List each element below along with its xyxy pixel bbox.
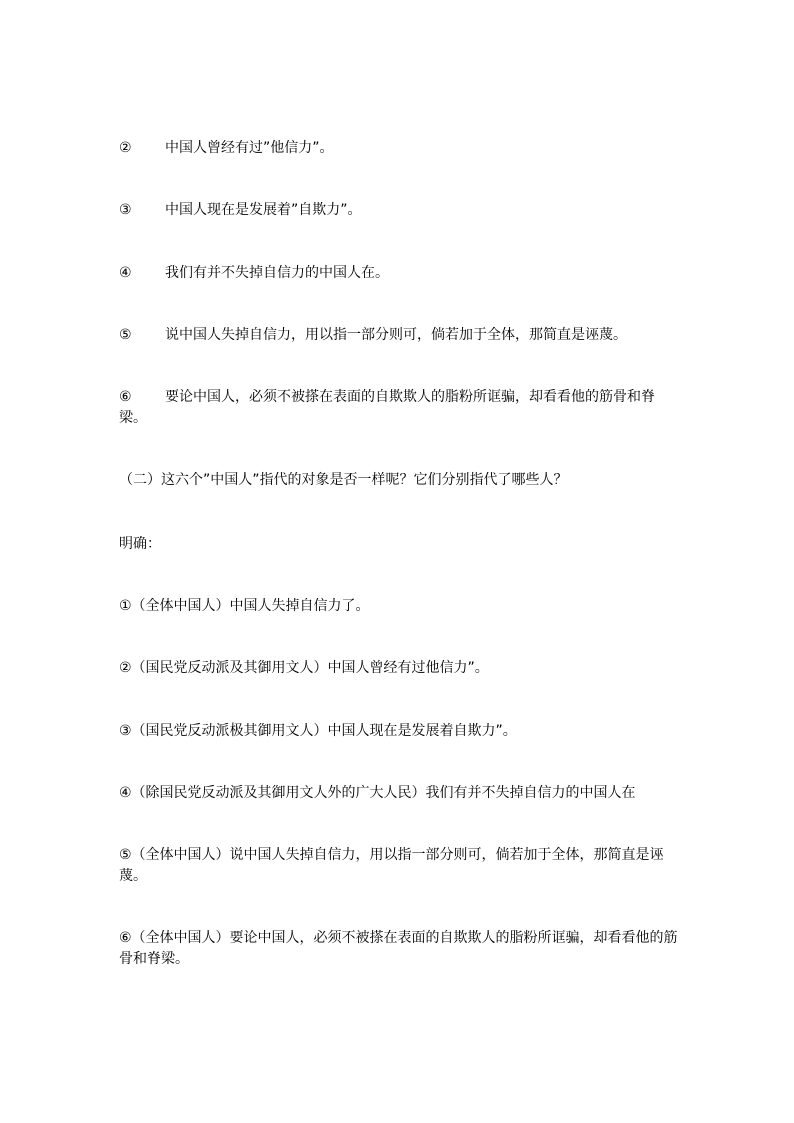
item-number: ④ [119, 265, 132, 281]
item-text: 要论中国人，必须不被搽在表面的自欺欺人的脂粉所诓骗，却看看他的筋骨和脊梁。 [119, 389, 655, 426]
question: （二）这六个”中国人”指代的对象是否一样呢？它们分别指代了哪些人？ [119, 472, 568, 488]
item-text: 我们有并不失掉自信力的中国人在。 [165, 265, 389, 281]
answer-item: ③（国民党反动派极其御用文人）中国人现在是发展着自欺力”。 [119, 723, 517, 739]
list-item [119, 325, 679, 346]
item-number: ⑤ [119, 327, 132, 343]
list-item [119, 200, 679, 221]
answer-item: ⑤（全体中国人）说中国人失掉自信力，用以指一部分则可，倘若加于全体，那简直是诬蔑。 [119, 847, 664, 884]
list-item [119, 138, 679, 159]
item-number: ② [119, 140, 132, 156]
answer-item: ④（除国民党反动派及其御用文人外的广大人民）我们有并不失掉自信力的中国人在 [119, 785, 636, 801]
answer-item: ②（国民党反动派及其御用文人）中国人曾经有过他信力”。 [119, 660, 489, 676]
item-text: 中国人曾经有过”他信力”。 [165, 140, 334, 156]
item-number: ③ [119, 202, 132, 218]
item-text: 说中国人失掉自信力，用以指一部分则可，倘若加于全体，那简直是诬蔑。 [165, 327, 627, 343]
answer-label: 明确： [119, 536, 161, 552]
list-item [119, 263, 679, 284]
item-number: ⑥ [119, 389, 132, 405]
list-item [119, 387, 679, 429]
answer-item: ①（全体中国人）中国人失掉自信力了。 [119, 598, 370, 614]
answer-item: ⑥（全体中国人）要论中国人，必须不被搽在表面的自欺欺人的脂粉所诓骗，却看看他的筋骨和脊梁。 [119, 930, 678, 967]
item-text: 中国人现在是发展着”自欺力”。 [165, 202, 362, 218]
